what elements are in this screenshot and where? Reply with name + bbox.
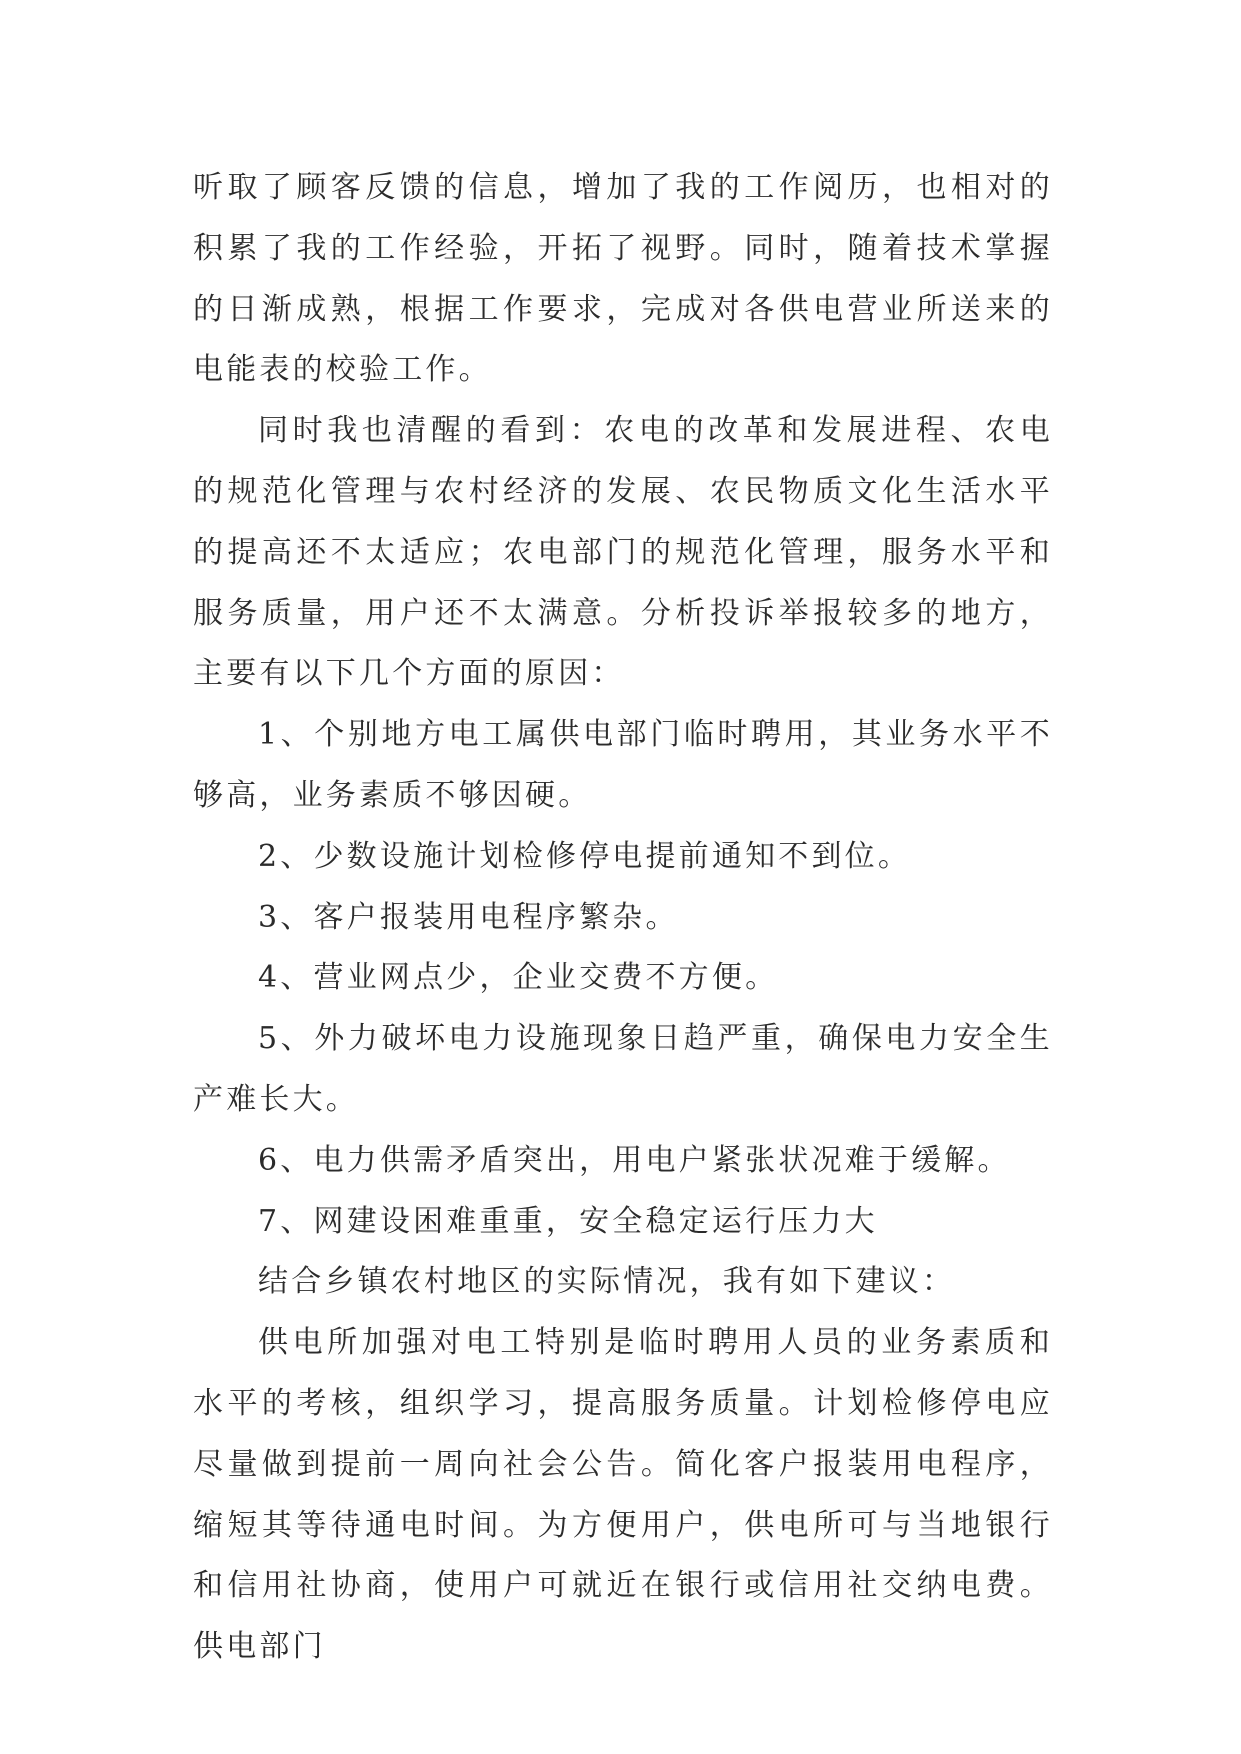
list-item-5: 5、外力破坏电力设施现象日趋严重，确保电力安全生产难长大。	[193, 1021, 1053, 1117]
paragraph-observation: 同时我也清醒的看到：农电的改革和发展进程、农电的规范化管理与农村经济的发展、农民物质文化生活水平的提高还不太适应；农电部门的规范化管理，服务水平和服务质量，用户还不太满意。分析投诉举报较多的地方，主要有以下几个方面的原因：	[193, 413, 1053, 692]
paragraph-suggestion-intro: 结合乡镇农村地区的实际情况，我有如下建议：	[258, 1264, 956, 1300]
list-item-6: 6、电力供需矛盾突出，用电户紧张状况难于缓解。	[258, 1142, 1011, 1178]
list-item-3: 3、客户报装用电程序繁杂。	[258, 899, 679, 935]
paragraph-continued: 听取了顾客反馈的信息，增加了我的工作阅历，也相对的积累了我的工作经验，开拓了视野。同时，随着技术掌握的日渐成熟，根据工作要求，完成对各供电营业所送来的电能表的校验工作。	[193, 170, 1053, 388]
list-item-1: 1、个别地方电工属供电部门临时聘用，其业务水平不够高，业务素质不够因硬。	[193, 717, 1053, 813]
list-item-4: 4、营业网点少，企业交费不方便。	[258, 960, 779, 996]
list-item-2: 2、少数设施计划检修停电提前通知不到位。	[258, 838, 912, 874]
paragraph-suggestions: 供电所加强对电工特别是临时聘用人员的业务素质和水平的考核，组织学习，提高服务质量。计划检修停电应尽量做到提前一周向社会公告。简化客户报装用电程序，缩短其等待通电时间。为方便用户，供电所可与当地银行和信用社协商，使用户可就近在银行或信用社交纳电费。供电部门	[193, 1325, 1053, 1665]
list-item-7: 7、网建设困难重重，安全稳定运行压力大	[258, 1203, 878, 1239]
document-page	[193, 158, 1053, 1678]
